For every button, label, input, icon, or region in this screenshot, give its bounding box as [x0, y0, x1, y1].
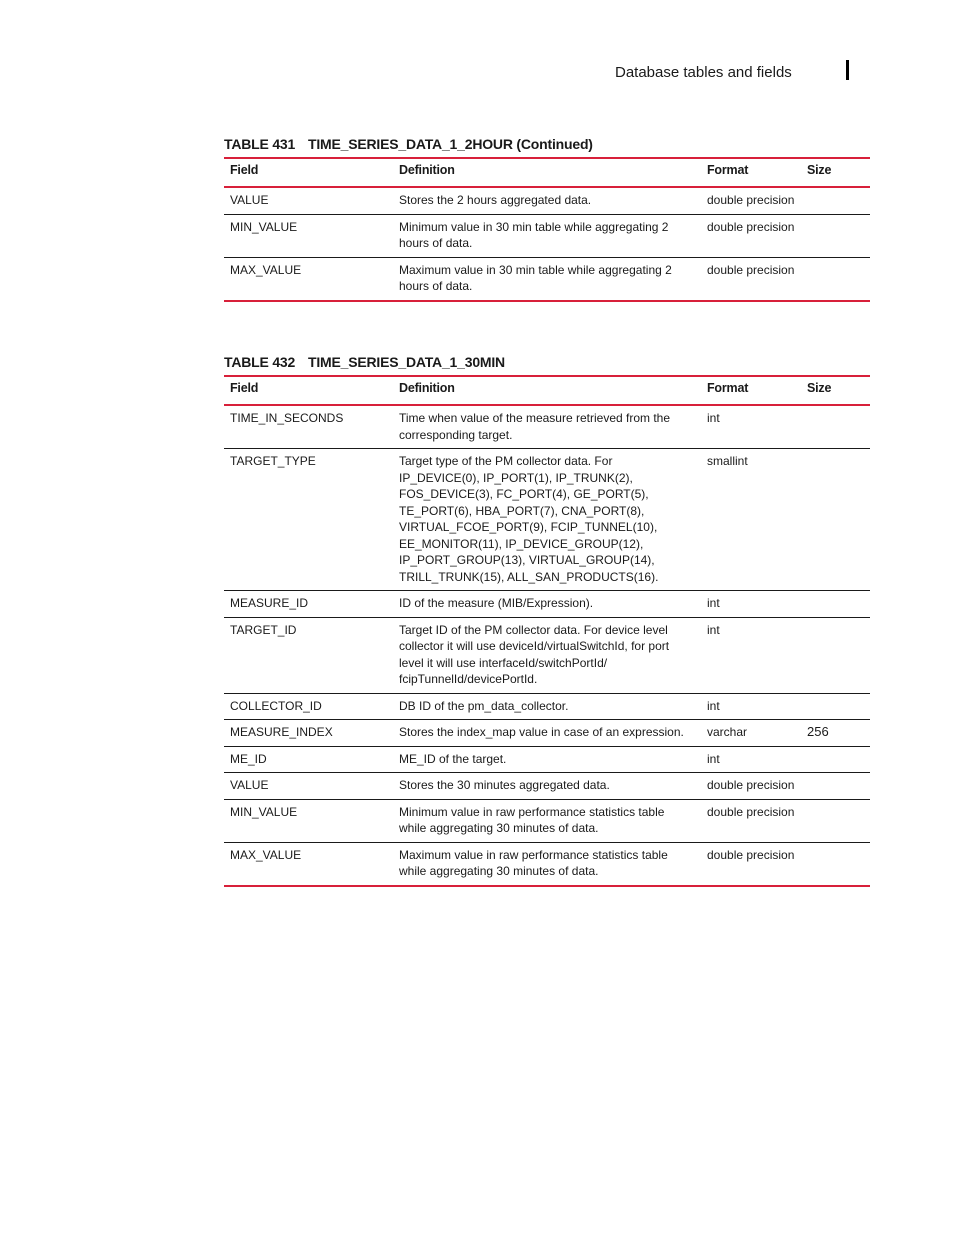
field-cell: COLLECTOR_ID — [224, 693, 393, 720]
field-cell: MAX_VALUE — [230, 262, 302, 277]
definition-cell: DB ID of the pm_data_collector. — [393, 693, 701, 720]
field-cell: TARGET_TYPE — [224, 449, 393, 591]
format-cell: int — [701, 591, 801, 618]
column-header-format: Format — [701, 376, 801, 405]
format-cell: double precision — [701, 773, 801, 800]
table-row — [224, 449, 870, 591]
table-number: TABLE 431 — [224, 136, 296, 152]
format-cell: int — [701, 693, 801, 720]
table-row — [224, 746, 870, 773]
definition-cell: ME_ID of the target. — [393, 746, 701, 773]
definition-cell: Maximum value in 30 min table while aggregating 2 hours of data. — [399, 262, 672, 293]
size-cell — [801, 257, 870, 301]
format-cell: double precision — [707, 847, 795, 862]
table-caption — [224, 135, 870, 157]
table-row — [224, 617, 870, 693]
format-cell: int — [701, 405, 801, 449]
table-row — [224, 799, 870, 842]
table-431 — [224, 135, 870, 302]
size-cell — [801, 799, 870, 842]
field-cell: MIN_VALUE — [224, 214, 393, 257]
format-cell: double precision — [701, 214, 801, 257]
size-cell — [801, 214, 870, 257]
definition-cell: Minimum value in raw performance statistics table while aggregating 30 minutes of data. — [393, 799, 701, 842]
running-header-title: Database tables and fields — [615, 64, 792, 81]
field-cell: MEASURE_INDEX — [224, 720, 393, 747]
column-header-size: Size — [801, 158, 870, 187]
table-row — [224, 842, 870, 886]
field-cell: MAX_VALUE — [230, 847, 302, 862]
column-header-definition: Definition — [393, 158, 701, 187]
format-cell: double precision — [707, 262, 795, 277]
definition-cell: Minimum value in 30 min table while aggregating 2 hours of data. — [393, 214, 701, 257]
field-cell: TIME_IN_SECONDS — [224, 405, 393, 449]
table-caption — [224, 353, 870, 375]
table-row — [224, 591, 870, 618]
size-cell: 256 — [801, 720, 870, 747]
size-cell — [801, 591, 870, 618]
definition-cell: Time when value of the measure retrieved from the corresponding target. — [393, 405, 701, 449]
definition-cell: Stores the 30 minutes aggregated data. — [393, 773, 701, 800]
table-title: TIME_SERIES_DATA_1_2HOUR (Continued) — [308, 136, 593, 152]
definition-cell: Stores the 2 hours aggregated data. — [393, 187, 701, 214]
field-cell: TARGET_ID — [224, 617, 393, 693]
size-cell — [801, 617, 870, 693]
column-header-format: Format — [701, 158, 801, 187]
column-header-field: Field — [224, 158, 393, 187]
table-title: TIME_SERIES_DATA_1_30MIN — [308, 354, 505, 370]
table-header-row — [224, 376, 870, 405]
table-row — [224, 405, 870, 449]
table-row — [224, 720, 870, 747]
field-cell: MEASURE_ID — [224, 591, 393, 618]
format-cell: int — [701, 617, 801, 693]
format-cell: double precision — [701, 799, 801, 842]
table-body — [224, 405, 870, 886]
field-cell: VALUE — [224, 773, 393, 800]
table-body — [224, 187, 870, 301]
table-header-row — [224, 158, 870, 187]
definition-cell: Target ID of the PM collector data. For device level collector it will use deviceId/virtualSwitchId, for port level it will use interfaceId/switchPortId/ fcipTunnelId/devicePortId. — [393, 617, 701, 693]
field-cell: VALUE — [224, 187, 393, 214]
header-margin-bar — [846, 60, 849, 80]
definition-cell: ID of the measure (MIB/Expression). — [393, 591, 701, 618]
table-432 — [224, 353, 870, 887]
table-number: TABLE 432 — [224, 354, 296, 370]
table-row — [224, 773, 870, 800]
format-cell: double precision — [701, 187, 801, 214]
column-header-size: Size — [801, 376, 870, 405]
size-cell — [801, 187, 870, 214]
size-cell — [801, 842, 870, 886]
table-row — [224, 187, 870, 214]
column-header-definition: Definition — [393, 376, 701, 405]
definition-cell: Target type of the PM collector data. For IP_DEVICE(0), IP_PORT(1), IP_TRUNK(2), FOS_DEVICE(3), FC_PORT(4), GE_PORT(5), TE_PORT(6), HBA_PORT(7), CNA_PORT(8), VIRTUAL_FCOE_PORT(9), FCIP_TUNNEL(10), EE_MONITOR(11), IP_DEVICE_GROUP(12), IP_PORT_GROUP(13), VIRTUAL_GROUP(14), TRILL_TRUNK(15), ALL_SAN_PRODUCTS(16). — [393, 449, 701, 591]
size-cell — [801, 693, 870, 720]
size-cell — [801, 773, 870, 800]
definition-cell: Maximum value in raw performance statistics table while aggregating 30 minutes of data. — [399, 847, 668, 878]
format-cell: int — [701, 746, 801, 773]
size-cell — [801, 405, 870, 449]
table-row — [224, 214, 870, 257]
data-table — [224, 375, 870, 887]
field-cell: ME_ID — [224, 746, 393, 773]
definition-cell: Stores the index_map value in case of an expression. — [393, 720, 701, 747]
table-row — [224, 693, 870, 720]
format-cell: varchar — [701, 720, 801, 747]
column-header-field: Field — [224, 376, 393, 405]
field-cell: MIN_VALUE — [224, 799, 393, 842]
table-row — [224, 257, 870, 301]
format-cell: smallint — [701, 449, 801, 591]
data-table — [224, 157, 870, 302]
size-cell — [801, 746, 870, 773]
size-cell — [801, 449, 870, 591]
